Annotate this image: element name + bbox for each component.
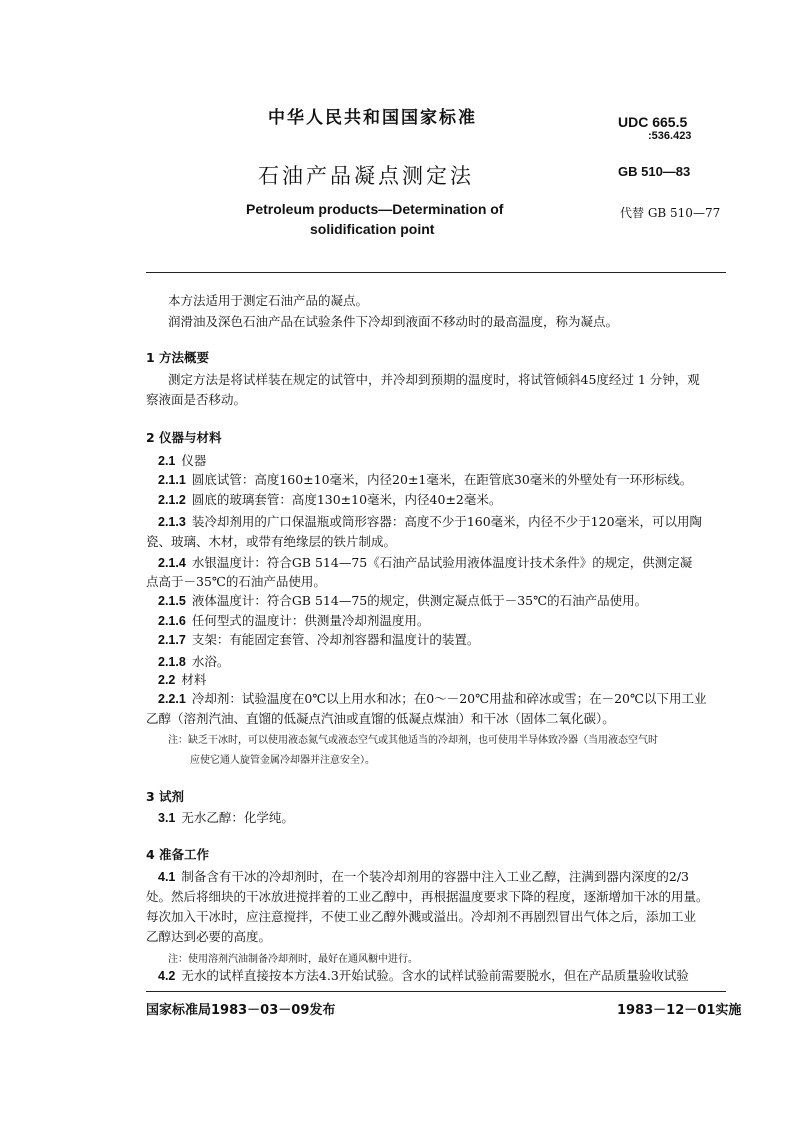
clause-number: 4.1 bbox=[158, 870, 176, 884]
section-heading: 3 试剂 bbox=[146, 789, 185, 804]
clause-number: 2.1.2 bbox=[158, 493, 186, 507]
clause bbox=[158, 809, 294, 827]
subsection-heading bbox=[158, 452, 206, 470]
clause-number: 2.1.5 bbox=[158, 594, 186, 608]
clause-continuation: 点高于－35℃的石油产品使用。 bbox=[146, 574, 326, 589]
clause bbox=[158, 554, 692, 572]
udc-code: UDC 665.5 bbox=[618, 114, 688, 130]
clause bbox=[158, 592, 647, 610]
clause-text: 任何型式的温度计：供测量冷却剂温度用。 bbox=[191, 613, 430, 628]
effective-date: 1983－12－01实施 bbox=[617, 1003, 742, 1018]
clause-number: 2.1.7 bbox=[158, 633, 186, 647]
clause-text: 制备含有干冰的冷却剂时，在一个装冷却剂用的容器中注入工业乙醇，注满到器内深度的2/3 bbox=[181, 869, 690, 884]
clause-number: 2.2.1 bbox=[158, 692, 186, 706]
paragraph-line: 察液面是否移动。 bbox=[146, 392, 247, 407]
udc-code-sub: :536.423 bbox=[648, 130, 692, 142]
clause bbox=[158, 631, 479, 649]
clause-text: 仪器 bbox=[181, 453, 207, 468]
clause-text: 水浴。 bbox=[191, 654, 230, 669]
note: 注：使用溶剂汽油制备冷却剂时，最好在通风橱中进行。 bbox=[168, 954, 418, 965]
footer-divider bbox=[146, 991, 726, 992]
clause-continuation: 每次加入干冰时，应注意搅拌，不使工业乙醇外溅或溢出。冷却剂不再剧烈冒出气体之后，添加工业 bbox=[146, 909, 697, 924]
clause-number: 3.1 bbox=[158, 811, 176, 825]
paragraph-line: 测定方法是将试样装在规定的试管中，并冷却到预期的温度时，将试管倾斜45度经过 1 分钟，观 bbox=[168, 372, 700, 387]
document-title-en: Petroleum products—Determination of bbox=[246, 201, 504, 217]
issuing-org: 中华人民共和国国家标准 bbox=[268, 108, 477, 128]
section-heading: 4 准备工作 bbox=[146, 847, 210, 862]
clause-text: 水银温度计：符合GB 514—75《石油产品试验用液体温度计技术条件》的规定，供测定凝 bbox=[191, 555, 693, 570]
standard-number: GB 510—83 bbox=[618, 164, 691, 179]
clause-text: 无水的试样直接按本方法4.3开始试验。含水的试样试验前需要脱水，但在产品质量验收试验 bbox=[181, 968, 689, 983]
clause bbox=[158, 690, 706, 708]
clause bbox=[158, 491, 501, 509]
note-continuation: 应使它通人旋管金属冷却器并注意安全）。 bbox=[190, 755, 375, 766]
clause-number: 2.1.1 bbox=[158, 473, 186, 487]
replaces-standard: 代替 GB 510—77 bbox=[620, 206, 721, 220]
clause-number: 2.1.3 bbox=[158, 515, 186, 529]
intro-line: 本方法适用于测定石油产品的凝点。 bbox=[168, 293, 369, 308]
clause-continuation: 处。然后将细块的干冰放进搅拌着的工业乙醇中，再根据温度要求下降的程度，逐渐增加干冰的用量。 bbox=[146, 889, 709, 904]
clause bbox=[158, 471, 692, 489]
clause-continuation: 乙醇（溶剂汽油、直馏的低凝点汽油或直馏的低凝点煤油）和干冰（固体二氧化碳）。 bbox=[146, 711, 615, 726]
clause-text: 支架：有能固定套管、冷却剂容器和温度计的装置。 bbox=[191, 632, 480, 647]
header-divider bbox=[146, 272, 726, 273]
clause-number: 2.1.4 bbox=[158, 556, 186, 570]
clause-text: 圆底的玻璃套管：高度130±10毫米，内径40±2毫米。 bbox=[191, 492, 502, 507]
section-heading: 1 方法概要 bbox=[146, 350, 210, 365]
clause-text: 液体温度计：符合GB 514—75的规定，供测定凝点低于－35℃的石油产品使用。 bbox=[191, 593, 648, 608]
document-title-cn: 石油产品凝点测定法 bbox=[258, 164, 474, 188]
clause bbox=[158, 868, 689, 886]
clause bbox=[158, 653, 229, 671]
note: 注：缺乏干冰时，可以使用液态氮气或液态空气或其他适当的冷却剂，也可使用半导体致冷器（当用液态空气时 bbox=[168, 735, 658, 746]
clause-number: 4.2 bbox=[158, 969, 176, 983]
clause-number: 2.1.8 bbox=[158, 655, 186, 669]
section-heading: 2 仪器与材料 bbox=[146, 430, 222, 445]
clause-text: 冷却剂：试验温度在0℃以上用水和冰；在0～－20℃用盐和碎冰或雪；在－20℃以下用工业 bbox=[191, 691, 707, 706]
clause bbox=[158, 612, 429, 630]
clause-number: 2.1.6 bbox=[158, 614, 186, 628]
subsection-heading bbox=[158, 671, 206, 689]
clause-number: 2.2 bbox=[158, 673, 176, 687]
clause bbox=[158, 513, 702, 531]
clause-continuation: 乙醇达到必要的高度。 bbox=[146, 929, 272, 944]
clause-number: 2.1 bbox=[158, 454, 176, 468]
clause-text: 装冷却剂用的广口保温瓶或筒形容器：高度不少于160毫米，内径不少于120毫米，可以用陶 bbox=[191, 514, 703, 529]
clause-text: 无水乙醇：化学纯。 bbox=[181, 810, 294, 825]
clause-continuation: 瓷、玻璃、木材，或带有绝缘层的铁片制成。 bbox=[146, 534, 397, 549]
issue-date: 国家标准局1983－03－09发布 bbox=[146, 1003, 336, 1018]
clause-text: 圆底试管：高度160±10毫米，内径20±1毫米，在距管底30毫米的外壁处有一环形标线。 bbox=[191, 472, 693, 487]
clause-text: 材料 bbox=[181, 672, 207, 687]
intro-line: 润滑油及深色石油产品在试验条件下冷却到液面不移动时的最高温度，称为凝点。 bbox=[168, 314, 619, 329]
clause bbox=[158, 967, 689, 985]
document-title-en-cont: solidification point bbox=[310, 221, 435, 237]
